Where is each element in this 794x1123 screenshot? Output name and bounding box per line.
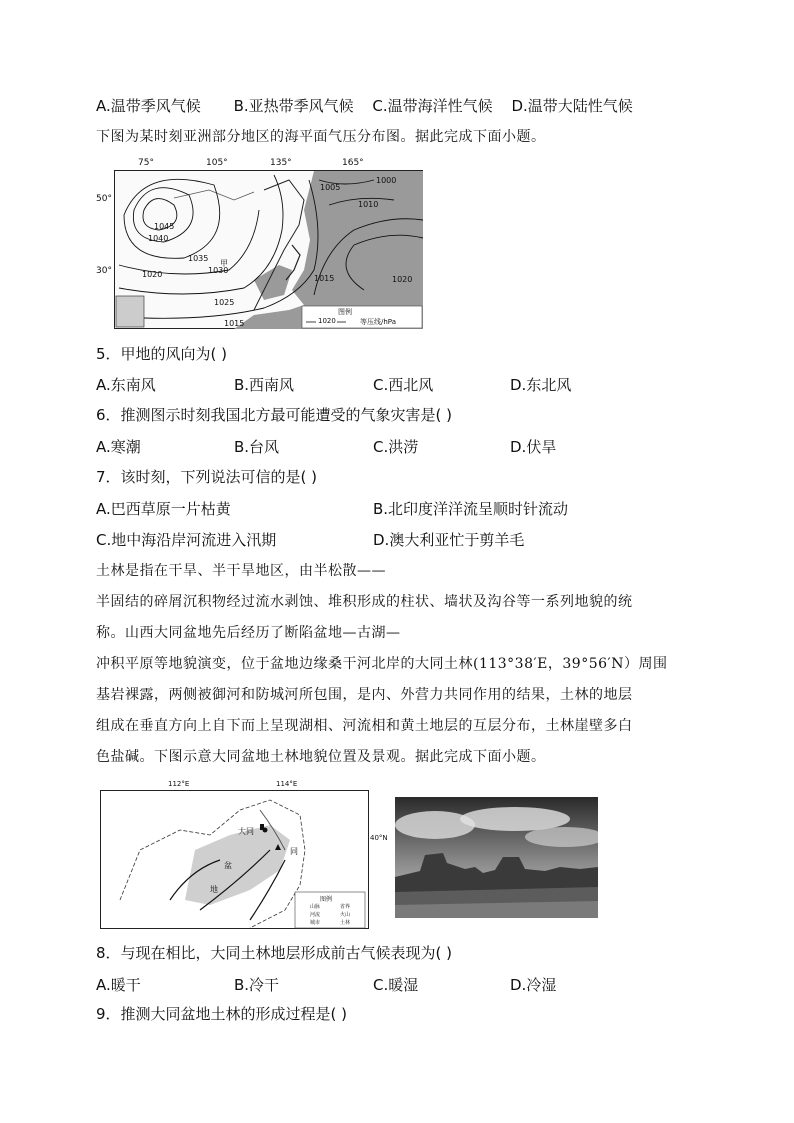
q7-option-a: A.巴西草原一片枯黄 [96,500,231,518]
place-label-di: 地 [210,885,218,894]
q5-option-d: D.东北风 [510,376,572,394]
q7-options-row2 [96,529,716,549]
q6-options [96,436,716,456]
q4-option-b: B.亚热带季风气候 [233,97,354,115]
q7-option-d: D.澳大利亚忙于剪羊毛 [373,531,525,549]
q5-option-c: C.西北风 [373,376,434,394]
q6-option-b: B.台风 [234,438,280,456]
isobar-label: 1030 [208,266,229,275]
passage-line: 色盐碱。下图示意大同盆地土林地貌位置及景观。据此完成下面小题。 [96,749,546,765]
isobar-label: 1035 [188,254,209,263]
q6-stem: 6．推测图示时刻我国北方最可能遭受的气象灾害是( ) [96,406,453,424]
isobar-label: 1000 [376,176,397,185]
passage-line: 组成在垂直方向上自下而上呈现湖相、河流相和黄土地层的互层分布，土林崖壁多白 [96,718,633,734]
legend-item: 火山 [340,912,351,918]
datong-map-drawing [100,790,370,930]
place-label-pen: 盆 [224,861,232,870]
pressure-map-drawing [114,170,424,330]
q8-option-d: D.冷湿 [510,976,557,994]
q4-option-c: C.温带海洋性气候 [372,97,493,115]
q5-options [96,374,716,394]
legend-title: 图例 [338,308,352,316]
pressure-map [96,158,426,330]
q8-stem: 8．与现在相比，大同土林地层形成前古气候表现为( ) [96,944,453,962]
q7-option-b: B.北印度洋洋流呈顺时针流动 [373,500,569,518]
q6-option-a: A.寒潮 [96,438,141,456]
lon-label-112: 112°E [168,780,190,788]
q5-option-a: A.东南风 [96,376,156,394]
q7-options-row1 [96,498,716,518]
q9-stem: 9．推测大同盆地土林的形成过程是( ) [96,1005,348,1023]
lat-label-30: 30° [96,266,112,276]
q8-option-b: B.冷干 [234,976,280,994]
isobar-label: 1015 [224,319,245,328]
earth-forest-photo-drawing [395,797,598,918]
isobar-label: 1020 [142,270,163,279]
q5-option-b: B.西南风 [234,376,295,394]
lat-label-40n: 40°N [370,834,388,842]
place-label-tong: 同 [290,847,298,856]
lon-label-114: 114°E [276,780,298,788]
q5-stem: 5．甲地的风向为( ) [96,345,228,363]
passage-line: 基岩裸露，两侧被御河和防城河所包围，是内、外营力共同作用的结果，土林的地层 [96,687,633,703]
passage-line: 称。山西大同盆地先后经历了断陷盆地—古湖— [96,625,401,641]
legend-item: 土林 [340,920,351,926]
earth-forest-photo [395,797,598,918]
legend-isobar-value: 1020 [318,317,336,325]
place-label-jia: 甲 [220,259,228,268]
passage-line: 半固结的碎屑沉积物经过流水剥蚀、堆积形成的柱状、墙状及沟谷等一系列地貌的统 [96,594,633,610]
q6-option-c: C.洪涝 [373,438,419,456]
q4-option-a: A.温带季风气候 [96,97,201,115]
q7-option-c: C.地中海沿岸河流进入汛期 [96,531,277,549]
isobar-label: 1010 [358,200,379,209]
q7-stem: 7．该时刻，下列说法可信的是( ) [96,468,318,486]
q8-option-c: C.暖湿 [373,976,419,994]
intro-text-1: 下图为某时刻亚洲部分地区的海平面气压分布图。据此完成下面小题。 [96,129,546,145]
passage-line: 冲积平原等地貌演变，位于盆地边缘桑干河北岸的大同土林(113°38′E，39°56′N）周围 [96,656,668,672]
q6-option-d: D.伏旱 [510,438,557,456]
lat-label-50: 50° [96,194,112,204]
q8-option-a: A.暖干 [96,976,141,994]
legend-item: 河流 [310,912,321,918]
q4-option-d: D.温带大陆性气候 [511,97,633,115]
legend-isobar-desc: 等压线/hPa [360,318,396,326]
q8-options [96,974,716,994]
isobar-label: 1040 [148,234,169,243]
legend-item: 省界 [340,904,351,910]
place-label-datong: 大同 [238,827,254,836]
q4-options [96,96,633,116]
legend-item: 城市 [310,920,321,926]
isobar-label: 1045 [154,222,175,231]
lon-label-75: 75° [138,158,154,168]
passage-line: 土林是指在干旱、半干旱地区，由半松散—— [96,563,386,579]
lon-label-135: 135° [270,158,292,168]
datong-basin-map [100,780,388,932]
isobar-label: 1015 [314,274,335,283]
lon-label-105: 105° [206,158,228,168]
map2-legend-title: 图例 [320,896,333,903]
isobar-label: 1005 [320,183,341,192]
isobar-label: 1020 [392,275,413,284]
isobar-label: 1025 [214,298,235,307]
legend-item: 山脉 [310,904,321,910]
lon-label-165: 165° [342,158,364,168]
